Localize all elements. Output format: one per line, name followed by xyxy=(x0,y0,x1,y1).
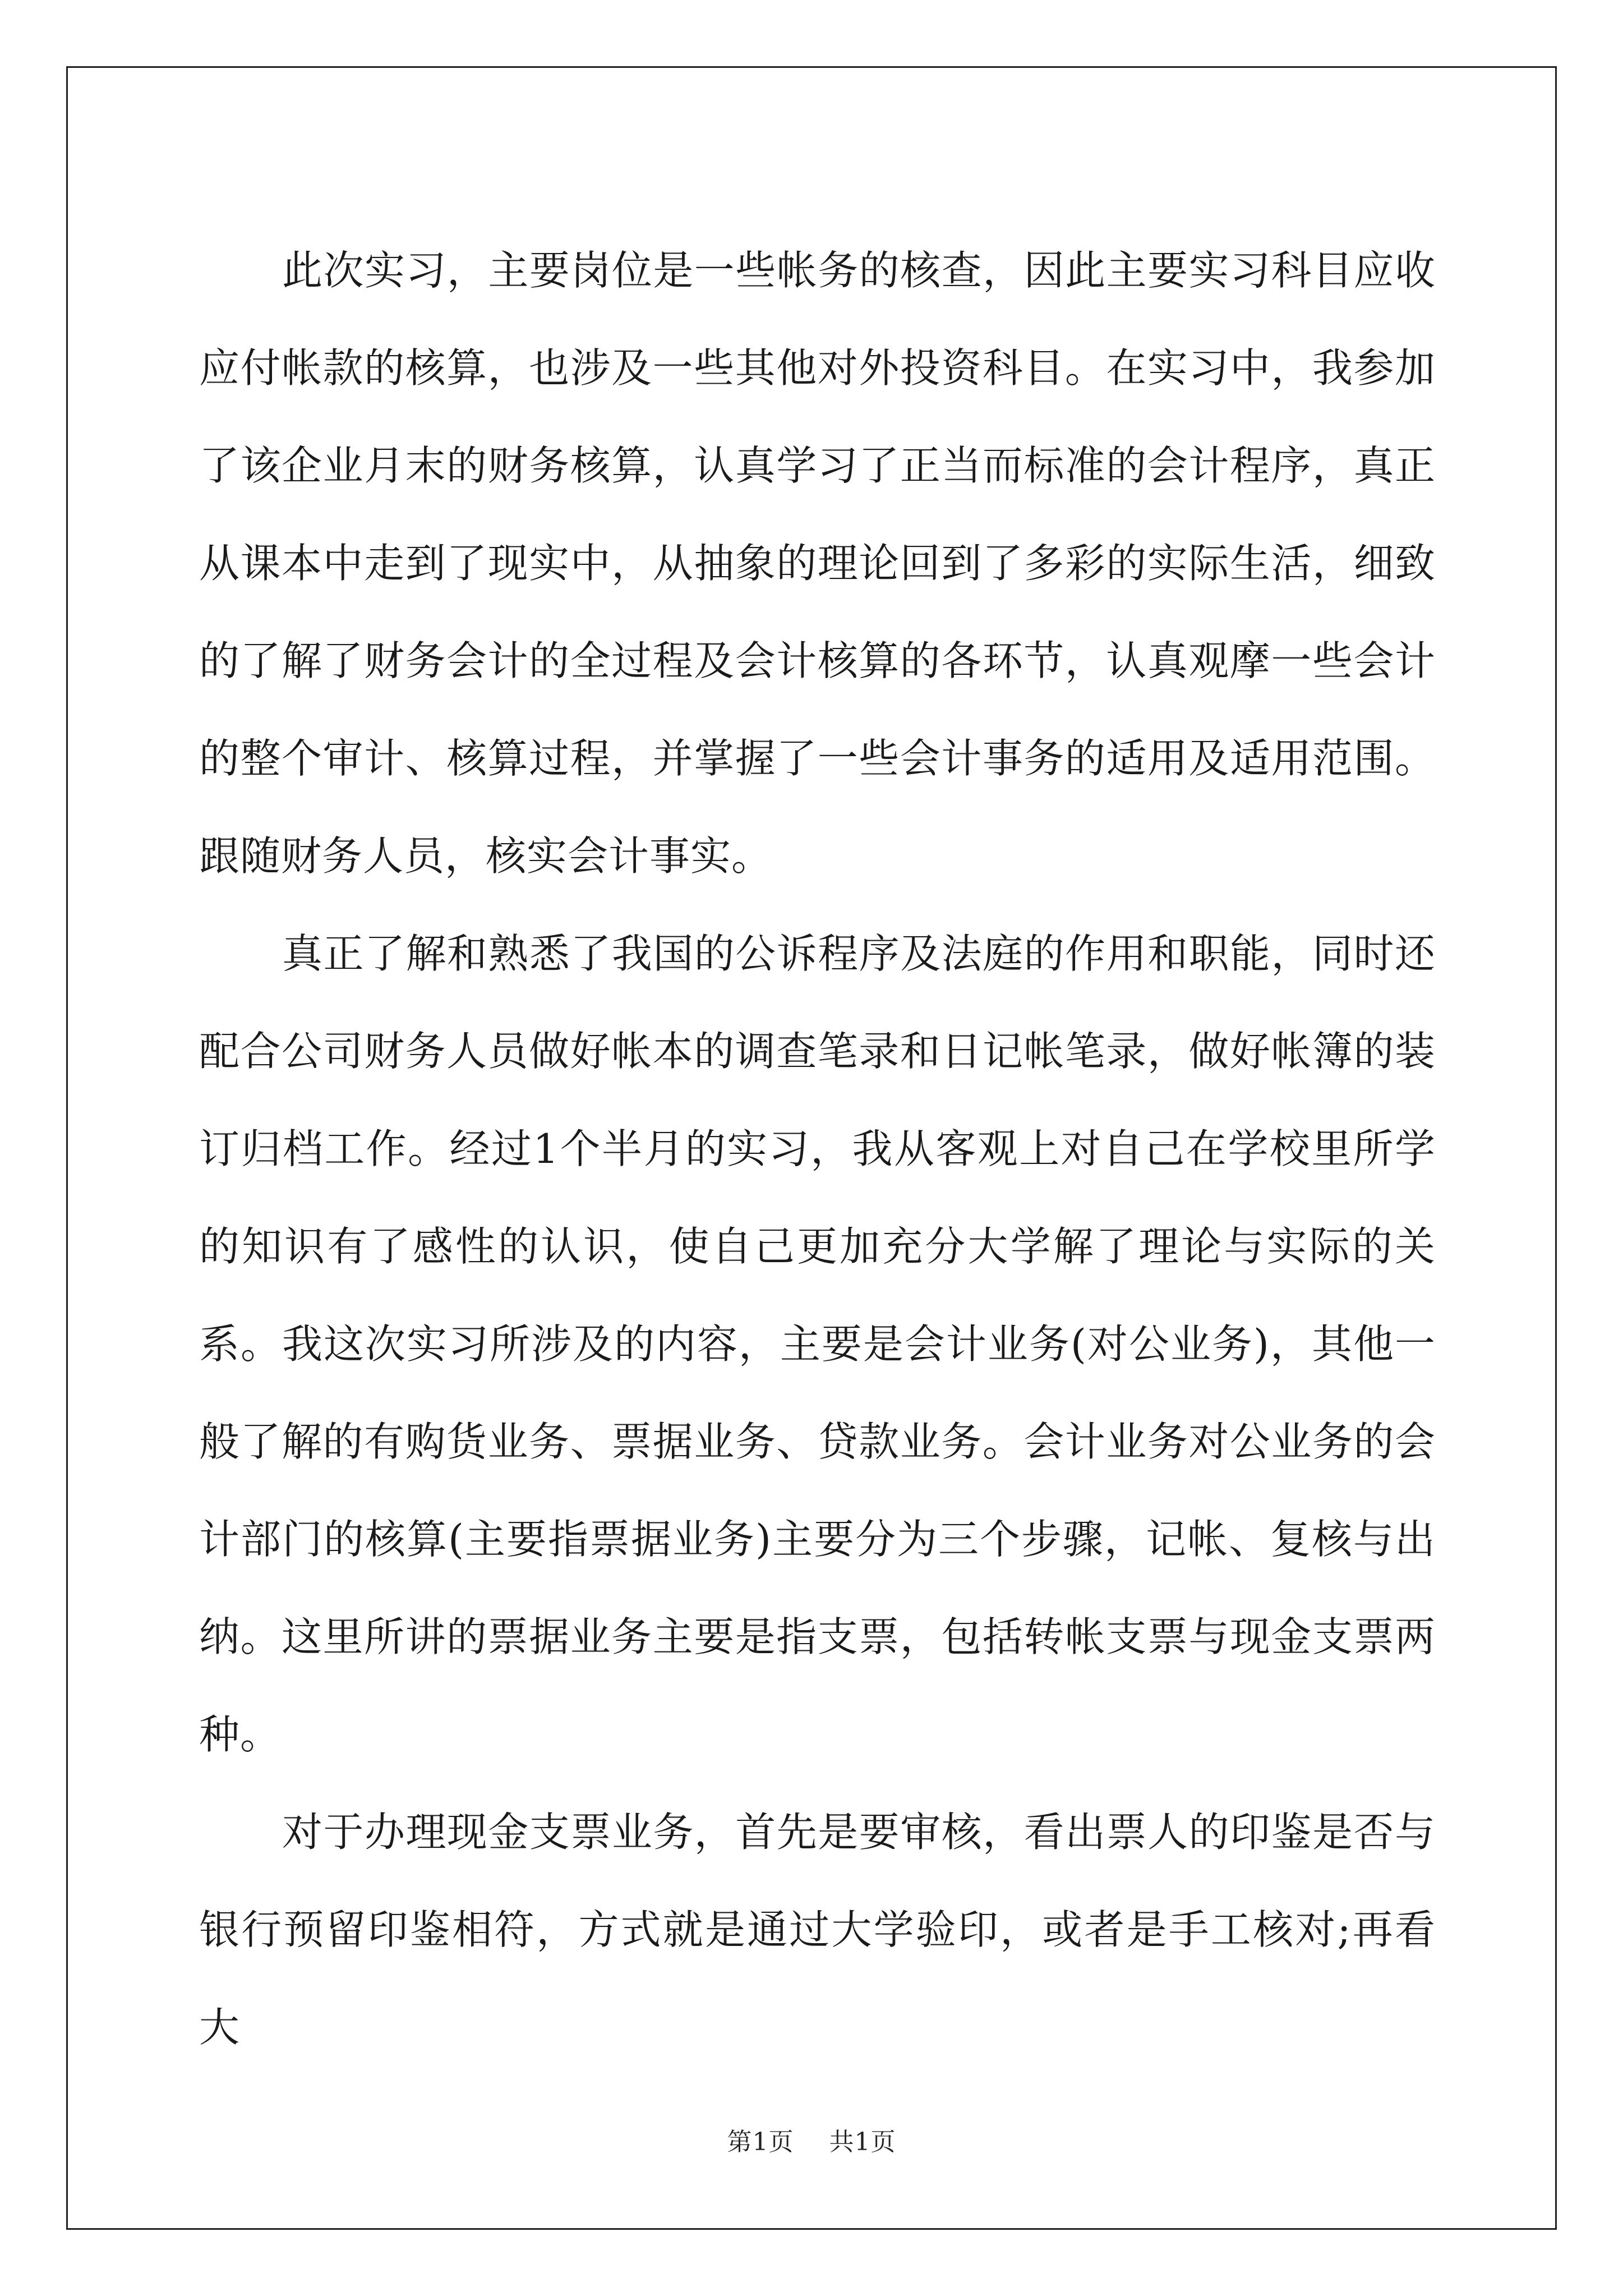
paragraph-2: 真正了解和熟悉了我国的公诉程序及法庭的作用和职能，同时还配合公司财务人员做好帐本的调查笔录和日记帐笔录，做好帐簿的装订归档工作。经过1个半月的实习，我从客观上对自己在学校里所学的知识有了感性的认识，使自己更加充分大学解了理论与实际的关系。我这次实习所涉及的内容，主要是会计业务(对公业务)，其他一般了解的有购货业务、票据业务、贷款业务。会计业务对公业务的会计部门的核算(主要指票据业务)主要分为三个步骤，记帐、复核与出纳。这里所讲的票据业务主要是指支票，包括转帐支票与现金支票两种。 xyxy=(199,930,1436,1758)
paragraph-3: 对于办理现金支票业务，首先是要审核，看出票人的印鉴是否与银行预留印鉴相符，方式就是通过大学验印，或者是手工核对;再看大 xyxy=(199,1809,1436,2051)
page-footer xyxy=(0,2122,1623,2157)
paragraph-1: 此次实习，主要岗位是一些帐务的核查，因此主要实习科目应收应付帐款的核算，也涉及一些其他对外投资科目。在实习中，我参加了该企业月末的财务核算，认真学习了正当而标准的会计程序，真正从课本中走到了现实中，从抽象的理论回到了多彩的实际生活，细致的了解了财务会计的全过程及会计核算的各环节，认真观摩一些会计的整个审计、核算过程，并掌握了一些会计事务的适用及适用范围。跟随财务人员，核实会计事实。 xyxy=(199,247,1436,880)
page-number: 第1页 xyxy=(727,2128,794,2156)
page-total: 共1页 xyxy=(829,2128,896,2156)
document-body xyxy=(199,222,1436,2076)
